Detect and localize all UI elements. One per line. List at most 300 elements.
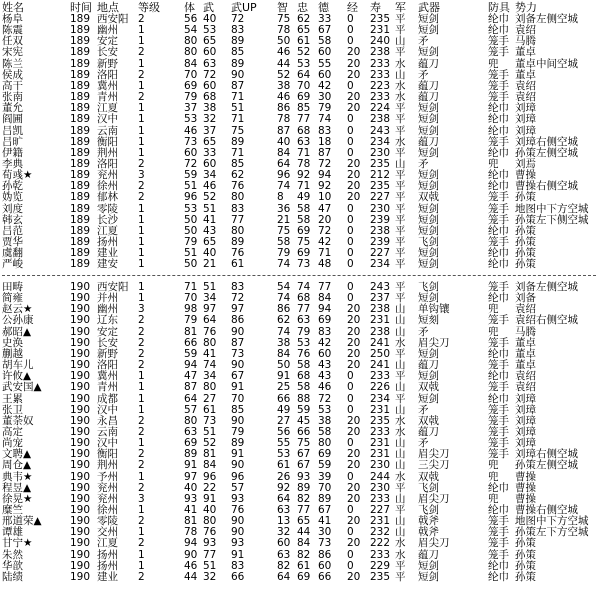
army-cell: 水 — [395, 470, 406, 483]
exp-cell: 0 — [347, 247, 354, 260]
army-cell: 水 — [395, 336, 406, 349]
faction-cell: 董卓 — [515, 68, 536, 81]
weapon-cell: 短剑 — [418, 347, 439, 360]
level-cell: 2 — [138, 325, 145, 338]
name-cell: 吕旷 — [2, 135, 23, 148]
year-cell: 189 — [70, 24, 91, 37]
war-cell: 41 — [203, 347, 217, 360]
weapon-cell: 短剑 — [418, 392, 439, 405]
warup-cell: 85 — [231, 403, 245, 416]
level-cell: 1 — [138, 124, 145, 137]
year-cell: 190 — [70, 537, 91, 550]
war-cell: 40 — [203, 13, 217, 25]
place-cell: 云南 — [97, 124, 118, 137]
year-cell: 190 — [70, 292, 91, 305]
loyalty-cell: 69 — [297, 91, 311, 104]
year-cell: 190 — [70, 548, 91, 561]
virtue-cell: 58 — [318, 425, 332, 438]
armor-cell: 笼手 — [488, 515, 509, 528]
armor-cell: 兜 — [488, 492, 499, 505]
war-cell: 84 — [203, 459, 217, 472]
year-cell: 190 — [70, 515, 91, 528]
body-cell: 94 — [184, 537, 198, 550]
armor-cell: 笼手 — [488, 381, 509, 394]
int-cell: 86 — [277, 102, 291, 115]
life-cell: 241 — [370, 359, 391, 372]
weapon-cell: 矛 — [418, 68, 429, 81]
place-cell: 长沙 — [97, 213, 118, 226]
body-cell: 66 — [184, 336, 198, 349]
exp-cell: 20 — [347, 425, 361, 438]
virtue-cell: 83 — [318, 325, 332, 338]
year-cell: 189 — [70, 169, 91, 182]
weapon-cell: 短剑 — [418, 202, 439, 215]
weapon-cell: 短剑 — [418, 213, 439, 226]
armor-cell: 笼手 — [488, 281, 509, 293]
weapon-cell: 双戟 — [418, 470, 439, 483]
place-cell: 汉中 — [97, 403, 118, 416]
exp-cell: 0 — [347, 35, 354, 48]
army-cell: 水 — [395, 425, 406, 438]
life-cell: 243 — [370, 281, 391, 293]
level-cell: 1 — [138, 135, 145, 148]
virtue-cell: 10 — [318, 191, 332, 204]
life-cell: 240 — [370, 35, 391, 48]
armor-cell: 笼手 — [488, 236, 509, 248]
war-cell: 27 — [203, 392, 217, 405]
int-cell: 63 — [277, 548, 291, 561]
war-cell: 76 — [203, 526, 217, 539]
war-cell: 65 — [203, 135, 217, 148]
weapon-cell: 短剑 — [418, 570, 439, 583]
place-cell: 安定 — [97, 35, 118, 48]
exp-cell: 20 — [347, 102, 361, 115]
loyalty-cell: 77 — [297, 113, 311, 126]
exp-cell: 0 — [347, 504, 354, 516]
war-cell: 34 — [203, 169, 217, 182]
body-cell: 79 — [184, 91, 198, 104]
faction-cell: 刘璋 — [515, 403, 536, 416]
virtue-cell: 59 — [318, 459, 332, 472]
weapon-cell: 飞剑 — [418, 504, 439, 516]
war-cell: 32 — [203, 570, 217, 583]
level-cell: 1 — [138, 403, 145, 416]
loyalty-cell: 68 — [297, 292, 311, 305]
armor-cell: 兜 — [488, 459, 499, 472]
year-cell: 189 — [70, 68, 91, 81]
level-cell: 2 — [138, 537, 145, 550]
int-cell: 84 — [277, 347, 291, 360]
virtue-cell: 42 — [318, 79, 332, 92]
exp-cell: 0 — [347, 236, 354, 248]
year-cell: 190 — [70, 459, 91, 472]
place-cell: 江夏 — [97, 102, 118, 115]
faction-cell: 董卓 — [515, 347, 536, 360]
body-cell: 47 — [184, 370, 198, 383]
virtue-cell: 46 — [318, 381, 332, 394]
place-cell: 衡阳 — [97, 135, 118, 148]
life-cell: 224 — [370, 102, 391, 115]
name-cell: 周仓▲ — [2, 459, 32, 472]
year-cell: 189 — [70, 79, 91, 92]
body-cell: 79 — [184, 314, 198, 327]
faction-cell: 刘璋右侧空城 — [515, 448, 578, 461]
warup-cell: 85 — [231, 46, 245, 59]
name-cell: 朱然 — [2, 548, 23, 561]
table-row — [0, 259, 600, 270]
exp-cell: 20 — [347, 448, 361, 461]
year-cell: 190 — [70, 303, 91, 316]
level-cell: 2 — [138, 91, 145, 104]
faction-cell: 刘璋 — [515, 113, 536, 126]
faction-cell: 刘备左侧空城 — [515, 281, 578, 293]
army-cell: 平 — [395, 13, 406, 25]
armor-cell: 笼手 — [488, 359, 509, 372]
warup-cell: 72 — [231, 292, 245, 305]
body-cell: 59 — [184, 347, 198, 360]
place-cell: 荆州 — [97, 459, 118, 472]
loyalty-cell: 58 — [297, 381, 311, 394]
weapon-cell: 短剑 — [418, 224, 439, 237]
weapon-cell: 短剑 — [418, 46, 439, 59]
name-cell: 任双 — [2, 35, 23, 48]
level-cell: 2 — [138, 191, 145, 204]
warup-cell: 66 — [231, 570, 245, 583]
virtue-cell: 69 — [318, 314, 332, 327]
life-cell: 235 — [370, 13, 391, 25]
header-row — [0, 2, 600, 13]
exp-cell: 20 — [347, 46, 361, 59]
int-cell: 44 — [277, 57, 291, 70]
warup-cell: 89 — [231, 35, 245, 48]
faction-cell: 刘璋 — [515, 102, 536, 115]
faction-cell: 刘璋 — [515, 414, 536, 427]
level-cell: 1 — [138, 392, 145, 405]
level-cell: 3 — [138, 303, 145, 316]
year-cell: 189 — [70, 213, 91, 226]
armor-cell: 纶巾 — [488, 370, 509, 383]
name-cell: 程昱▲ — [2, 481, 32, 494]
name-cell: 韩玄 — [2, 213, 23, 226]
level-cell: 1 — [138, 113, 145, 126]
weapon-cell: 双戟 — [418, 191, 439, 204]
weapon-cell: 短剑 — [418, 146, 439, 159]
exp-cell: 20 — [347, 57, 361, 70]
exp-cell: 0 — [347, 548, 354, 561]
army-cell: 平 — [395, 481, 406, 494]
life-cell: 239 — [370, 213, 391, 226]
life-cell: 232 — [370, 526, 391, 539]
virtue-cell: 42 — [318, 236, 332, 248]
war-cell: 38 — [203, 102, 217, 115]
loyalty-cell: 58 — [297, 359, 311, 372]
int-cell: 61 — [277, 459, 291, 472]
faction-cell: 孙策 — [515, 224, 536, 237]
virtue-cell: 67 — [318, 504, 332, 516]
armor-cell: 纶巾 — [488, 570, 509, 583]
int-cell: 74 — [277, 258, 291, 271]
place-cell: 安定 — [97, 325, 118, 338]
armor-cell: 兜 — [488, 57, 499, 70]
war-cell: 81 — [203, 448, 217, 461]
loyalty-cell: 69 — [297, 247, 311, 260]
faction-cell: 刘璋右侧空城 — [515, 135, 578, 148]
army-cell: 山 — [395, 35, 406, 48]
life-cell: 250 — [370, 347, 391, 360]
faction-cell: 孙策 — [515, 537, 536, 550]
war-cell: 33 — [203, 146, 217, 159]
weapon-cell: 短剑 — [418, 258, 439, 271]
virtue-cell: 60 — [318, 68, 332, 81]
int-cell: 26 — [277, 470, 291, 483]
warup-cell: 75 — [231, 124, 245, 137]
warup-cell: 89 — [231, 57, 245, 70]
war-cell: 76 — [203, 325, 217, 338]
war-cell: 97 — [203, 303, 217, 316]
warup-cell: 96 — [231, 470, 245, 483]
life-cell: 234 — [370, 135, 391, 148]
year-cell: 189 — [70, 247, 91, 260]
place-cell: 兖州 — [97, 492, 118, 505]
level-cell: 1 — [138, 24, 145, 37]
year-cell: 189 — [70, 157, 91, 170]
armor-cell: 笼手 — [488, 448, 509, 461]
place-cell: 零陵 — [97, 515, 118, 528]
year-cell: 189 — [70, 135, 91, 148]
place-cell: 江夏 — [97, 537, 118, 550]
col-header-place: 地点 — [97, 1, 119, 14]
faction-cell: 董卓中间空城 — [515, 57, 578, 70]
place-cell: 建安 — [97, 258, 118, 271]
war-cell: 60 — [203, 46, 217, 59]
faction-cell: 袁绍 — [515, 24, 536, 37]
armor-cell: 纶巾 — [488, 169, 509, 182]
loyalty-cell: 70 — [297, 79, 311, 92]
faction-cell: 孙策 — [515, 570, 536, 583]
army-cell: 山 — [395, 157, 406, 170]
virtue-cell: 67 — [318, 24, 332, 37]
loyalty-cell: 66 — [297, 425, 311, 438]
year-cell: 190 — [70, 403, 91, 416]
warup-cell: 71 — [231, 91, 245, 104]
faction-cell: 袁绍 — [515, 79, 536, 92]
level-cell: 1 — [138, 470, 145, 483]
warup-cell: 90 — [231, 68, 245, 81]
body-cell: 41 — [184, 504, 198, 516]
level-cell: 1 — [138, 202, 145, 215]
place-cell: 云南 — [97, 425, 118, 438]
life-cell: 231 — [370, 403, 391, 416]
exp-cell: 20 — [347, 347, 361, 360]
name-cell: 谭雄 — [2, 526, 23, 539]
place-cell: 建业 — [97, 570, 118, 583]
exp-cell: 20 — [347, 359, 361, 372]
place-cell: 永昌 — [97, 414, 118, 427]
place-cell: 兖州 — [97, 169, 118, 182]
body-cell: 93 — [184, 492, 198, 505]
virtue-cell: 33 — [318, 13, 332, 25]
weapon-cell: 短剑 — [418, 102, 439, 115]
faction-cell: 马腾 — [515, 325, 536, 338]
warup-cell: 89 — [231, 437, 245, 450]
table-row — [0, 382, 600, 393]
int-cell: 66 — [277, 392, 291, 405]
loyalty-cell: 44 — [297, 526, 311, 539]
year-cell: 189 — [70, 236, 91, 248]
war-cell: 80 — [203, 381, 217, 394]
name-cell: 公孙康 — [2, 314, 34, 327]
int-cell: 78 — [277, 113, 291, 126]
name-cell: 武安国▲ — [2, 381, 42, 394]
name-cell: 高定 — [2, 425, 23, 438]
int-cell: 36 — [277, 202, 291, 215]
int-cell: 38 — [277, 336, 291, 349]
army-cell: 山 — [395, 515, 406, 528]
army-cell: 山 — [395, 325, 406, 338]
faction-cell: 孙策左侧空城 — [515, 146, 578, 159]
int-cell: 49 — [277, 403, 291, 416]
war-cell: 34 — [203, 292, 217, 305]
body-cell: 69 — [184, 79, 198, 92]
war-cell: 46 — [203, 180, 217, 193]
year-cell: 190 — [70, 570, 91, 583]
loyalty-cell: 75 — [297, 236, 311, 248]
place-cell: 零陵 — [97, 202, 118, 215]
col-header-level: 等级 — [138, 1, 160, 14]
exp-cell: 20 — [347, 91, 361, 104]
exp-cell: 20 — [347, 157, 361, 170]
body-cell: 59 — [184, 169, 198, 182]
army-cell: 平 — [395, 202, 406, 215]
army-cell: 山 — [395, 459, 406, 472]
weapon-cell: 双戟 — [418, 381, 439, 394]
year-cell: 190 — [70, 336, 91, 349]
loyalty-cell: 74 — [297, 281, 311, 293]
year-cell: 190 — [70, 359, 91, 372]
col-header-warup: 武UP — [231, 1, 257, 14]
int-cell: 8 — [277, 191, 284, 204]
name-cell: 陆绩 — [2, 570, 23, 583]
virtue-cell: 77 — [318, 281, 332, 293]
war-cell: 61 — [203, 403, 217, 416]
weapon-cell: 矛 — [418, 35, 429, 48]
armor-cell: 笼手 — [488, 414, 509, 427]
faction-cell: 孙策 — [515, 559, 536, 572]
loyalty-cell: 75 — [297, 437, 311, 450]
war-cell: 52 — [203, 437, 217, 450]
int-cell: 40 — [277, 135, 291, 148]
level-cell: 1 — [138, 292, 145, 305]
exp-cell: 20 — [347, 169, 361, 182]
armor-cell: 笼手 — [488, 135, 509, 148]
level-cell: 2 — [138, 414, 145, 427]
exp-cell: 0 — [347, 559, 354, 572]
place-cell: 郁林 — [97, 191, 118, 204]
armor-cell: 笼手 — [488, 202, 509, 215]
life-cell: 231 — [370, 24, 391, 37]
level-cell: 2 — [138, 448, 145, 461]
year-cell: 190 — [70, 492, 91, 505]
army-cell: 山 — [395, 437, 406, 450]
year-cell: 189 — [70, 102, 91, 115]
loyalty-cell: 68 — [297, 124, 311, 137]
name-cell: 文聘▲ — [2, 448, 32, 461]
army-cell: 平 — [395, 124, 406, 137]
loyalty-cell: 58 — [297, 202, 311, 215]
army-cell: 山 — [395, 526, 406, 539]
war-cell: 52 — [203, 191, 217, 204]
army-cell: 平 — [395, 281, 406, 293]
name-cell: 张卫 — [2, 403, 23, 416]
war-cell: 63 — [203, 57, 217, 70]
name-cell: 阎圃 — [2, 113, 23, 126]
level-cell: 2 — [138, 180, 145, 193]
virtue-cell: 71 — [318, 247, 332, 260]
warup-cell: 77 — [231, 213, 245, 226]
war-cell: 91 — [203, 492, 217, 505]
body-cell: 70 — [184, 292, 198, 305]
weapon-cell: 矛 — [418, 437, 429, 450]
int-cell: 46 — [277, 46, 291, 59]
warup-cell: 62 — [231, 169, 245, 182]
war-cell: 22 — [203, 481, 217, 494]
body-cell: 91 — [184, 459, 198, 472]
faction-cell: 曹操右侧空城 — [515, 180, 578, 193]
faction-cell: 曹操 — [515, 481, 536, 494]
life-cell: 230 — [370, 481, 391, 494]
war-cell: 51 — [203, 202, 217, 215]
loyalty-cell: 84 — [297, 537, 311, 550]
name-cell: 荀彧★ — [2, 169, 33, 182]
loyalty-cell: 58 — [297, 213, 311, 226]
name-cell: 董荼奴 — [2, 414, 34, 427]
life-cell: 230 — [370, 146, 391, 159]
place-cell: 新野 — [97, 57, 118, 70]
level-cell: 2 — [138, 515, 145, 528]
name-cell: 吕凯 — [2, 124, 23, 137]
armor-cell: 纶巾 — [488, 113, 509, 126]
level-cell: 2 — [138, 68, 145, 81]
exp-cell: 20 — [347, 459, 361, 472]
exp-cell: 0 — [347, 292, 354, 305]
faction-cell: 刘备 — [515, 292, 536, 305]
name-cell: 许攸▲ — [2, 370, 32, 383]
level-cell: 2 — [138, 347, 145, 360]
warup-cell: 72 — [231, 13, 245, 25]
virtue-cell: 55 — [318, 57, 332, 70]
life-cell: 231 — [370, 448, 391, 461]
warup-cell: 61 — [231, 258, 245, 271]
loyalty-cell: 71 — [297, 180, 311, 193]
virtue-cell: 94 — [318, 303, 332, 316]
war-cell: 73 — [203, 414, 217, 427]
life-cell: 231 — [370, 314, 391, 327]
level-cell: 2 — [138, 481, 145, 494]
year-cell: 189 — [70, 13, 91, 25]
armor-cell: 笼手 — [488, 314, 509, 327]
loyalty-cell: 77 — [297, 303, 311, 316]
armor-cell: 纶巾 — [488, 13, 509, 25]
virtue-cell: 69 — [318, 448, 332, 461]
body-cell: 71 — [184, 281, 198, 293]
year-cell: 190 — [70, 470, 91, 483]
warup-cell: 83 — [231, 202, 245, 215]
weapon-cell: 短剑 — [418, 169, 439, 182]
place-cell: 成都 — [97, 392, 118, 405]
weapon-cell: 短剑 — [418, 292, 439, 305]
army-cell: 平 — [395, 292, 406, 305]
army-cell: 平 — [395, 102, 406, 115]
